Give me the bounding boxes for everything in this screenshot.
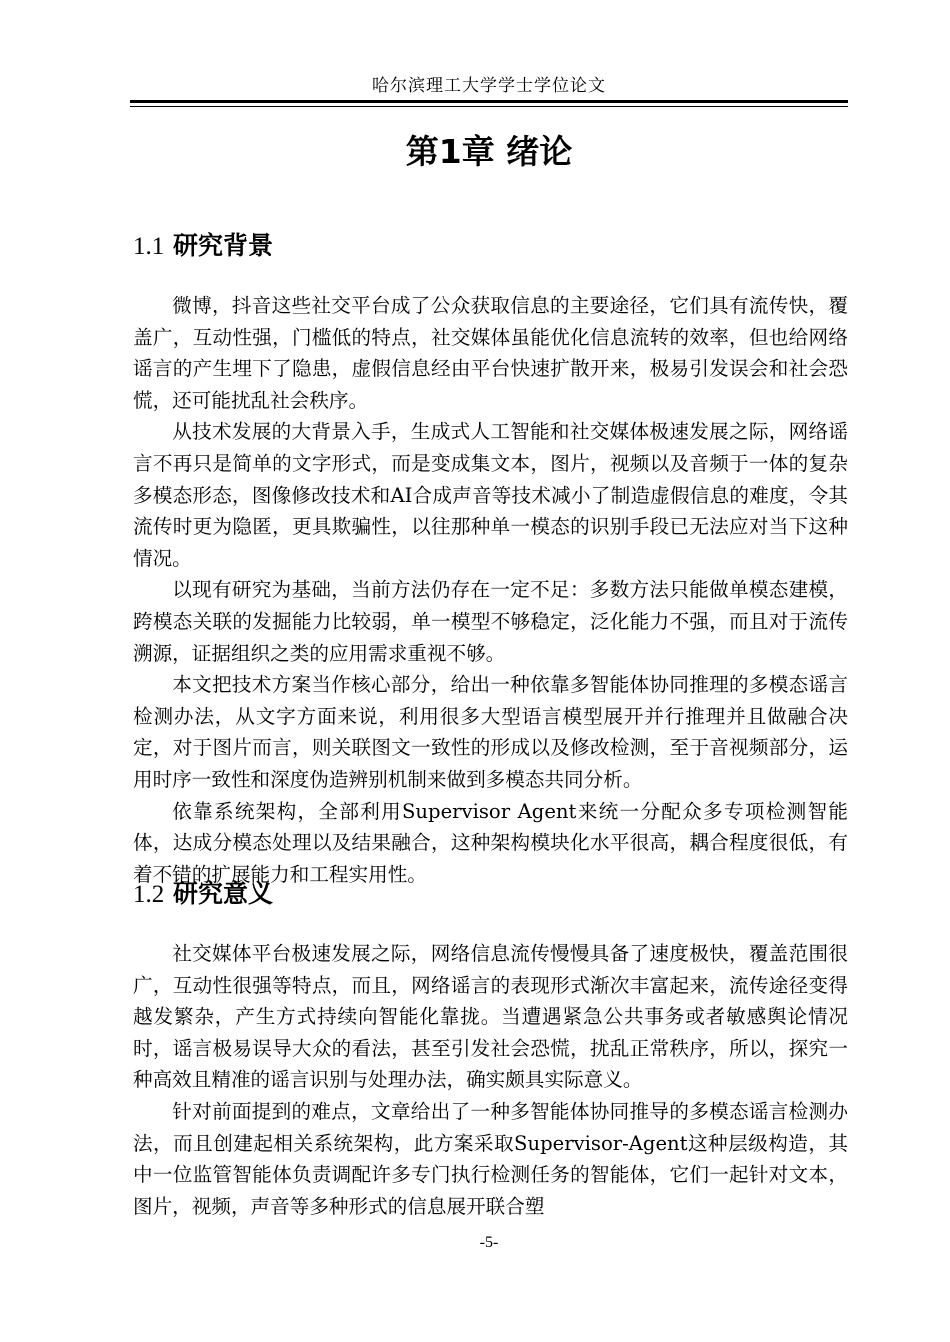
paragraph: 以现有研究为基础，当前方法仍存在一定不足：多数方法只能做单模态建模，跨模态关联的发掘能力比较弱，单一模型不够稳定，泛化能力不强，而且对于流传溯源，证据组织之类的应用需求重视不够。 [133, 578, 848, 665]
paragraph: 社交媒体平台极速发展之际，网络信息流传慢慢具备了速度极快，覆盖范围很广，互动性很强等特点，而且，网络谣言的表现形式渐次丰富起来，流传途径变得越发繁杂，产生方式持续向智能化靠拢。当遭遇紧急公共事务或者敏感舆论情况时，谣言极易误导大众的看法，甚至引发社会恐慌，扰乱正常秩序，所以，探究一种高效且精准的谣言识别与处理办法，确实颇具实际意义。 [133, 942, 848, 1092]
page-number: -5- [479, 1234, 499, 1251]
section-heading-1-1 [133, 228, 273, 265]
paragraph: 微博，抖音这些社交平台成了公众获取信息的主要途径，它们具有流传快，覆盖广，互动性强，门槛低的特点，社交媒体虽能优化信息流转的效率，但也给网络谣言的产生埋下了隐患，虚假信息经由平台快速扩散开来，极易引发误会和社会恐慌，还可能扰乱社会秩序。 [133, 294, 848, 412]
section-number: 1.2 [133, 881, 165, 908]
section-title-text: 研究背景 [172, 231, 273, 260]
running-header: 哈尔滨理工大学学士学位论文 [372, 76, 606, 96]
paragraph: 依靠系统架构，全部利用Supervisor Agent来统一分配众多专项检测智能体，达成分模态处理以及结果融合，这种架构模块化水平很高，耦合程度很低，有着不错的扩展能力和工程实用性。 [133, 799, 848, 886]
section-body-1-2 [133, 938, 848, 1222]
header-rule-thin [130, 106, 848, 107]
section-heading-1-2 [133, 876, 273, 913]
section-body-1-1 [133, 290, 848, 890]
paragraph: 从技术发展的大背景入手，生成式人工智能和社交媒体极速发展之际，网络谣言不再只是简单的文字形式，而是变成集文本，图片，视频以及音频于一体的复杂多模态形态，图像修改技术和AI合成声音等技术减小了制造虚假信息的难度，令其流传时更为隐匿，更具欺骗性，以往那种单一模态的识别手段已无法应对当下这种情况。 [133, 420, 848, 570]
section-number: 1.1 [133, 233, 165, 260]
paragraph: 针对前面提到的难点，文章给出了一种多智能体协同推导的多模态谣言检测办法，而且创建起相关系统架构，此方案采取Supervisor-Agent这种层级构造，其中一位监管智能体负责调配许多专门执行检测任务的智能体，它们一起针对文本，图片，视频，声音等多种形式的信息展开联合塑 [133, 1099, 848, 1218]
chapter-title: 第1章 绪论 [405, 132, 573, 171]
section-title-text: 研究意义 [172, 879, 273, 908]
paragraph: 本文把技术方案当作核心部分，给出一种依靠多智能体协同推理的多模态谣言检测办法，从文字方面来说，利用很多大型语言模型展开并行推理并且做融合决定，对于图片而言，则关联图文一致性的形成以及修改检测，至于音视频部分，运用时序一致性和深度伪造辨别机制来做到多模态共同分析。 [133, 673, 848, 791]
header-rule-thick [130, 100, 848, 103]
